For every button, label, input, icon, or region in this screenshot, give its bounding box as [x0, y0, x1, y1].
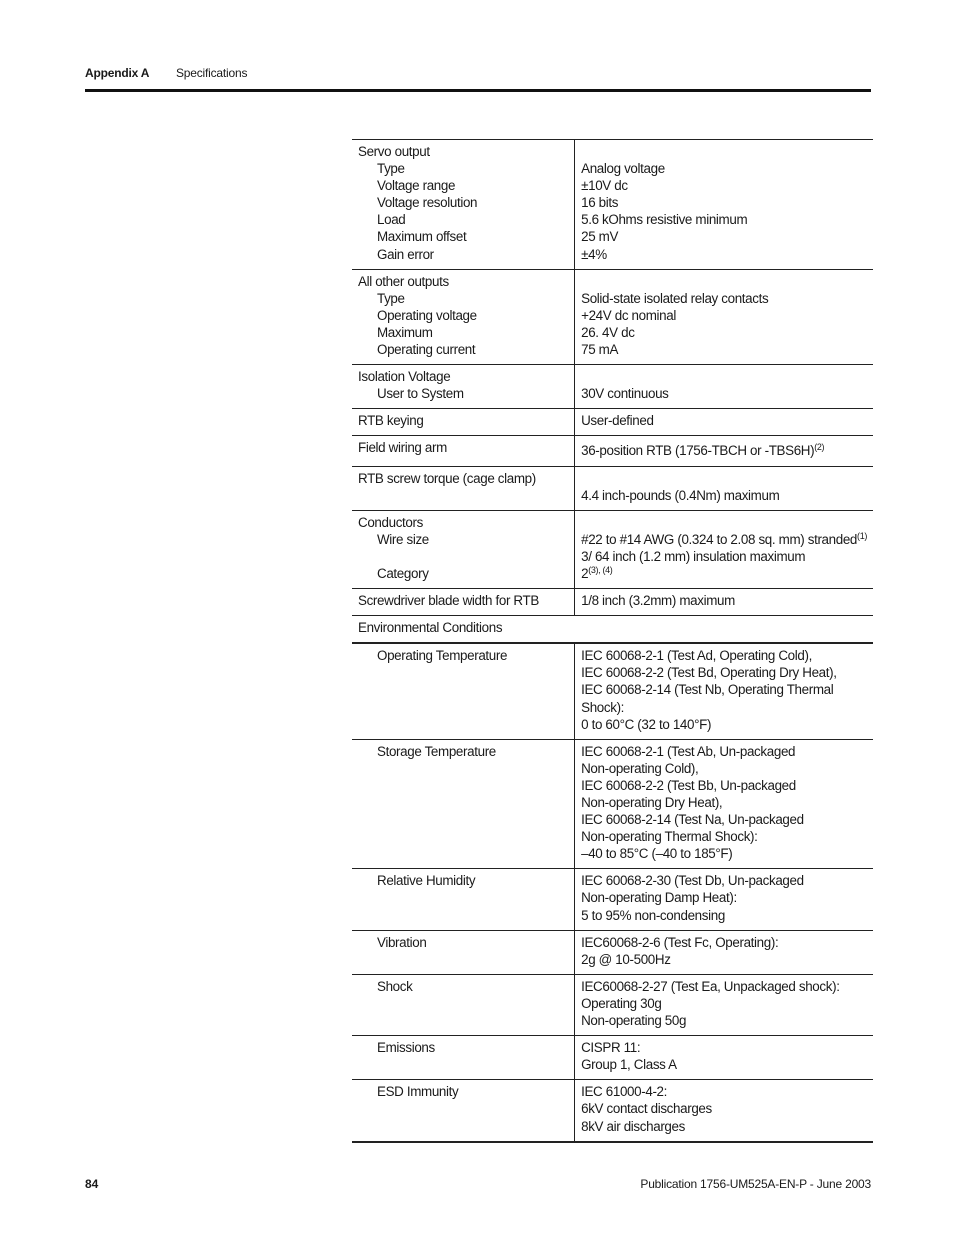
spec-value: 26. 4V dc [581, 324, 635, 340]
spec-value: ±4% [581, 246, 607, 262]
footnote-ref: (2) [814, 442, 825, 453]
spec-value: IEC 60068-2-1 (Test Ab, Un-packaged [581, 743, 796, 759]
spec-value-cell [575, 140, 873, 270]
footnote-ref: (3), (4) [588, 564, 613, 575]
spec-value-cell [575, 974, 873, 1035]
spec-value: 4.4 inch-pounds (0.4Nm) maximum [581, 487, 780, 503]
section-label: Specifications [176, 66, 248, 80]
spec-value: IEC 60068-2-30 (Test Db, Un-packaged [581, 873, 804, 889]
publication-info: Publication 1756-UM525A-EN-P - June 2003 [640, 1177, 871, 1191]
spec-label-cell [352, 930, 575, 974]
spec-sub-label: Relative Humidity [377, 873, 476, 889]
spec-label-cell [352, 269, 575, 364]
spec-label-cell [352, 510, 575, 588]
spec-sub-label: Emissions [377, 1040, 435, 1056]
spec-value: User-defined [581, 413, 654, 429]
spec-value [581, 531, 867, 548]
table-row [352, 869, 873, 930]
spec-value: 8kV air discharges [581, 1118, 685, 1134]
table-row [352, 643, 873, 739]
spec-value-cell [575, 510, 873, 588]
spec-value: Shock): [581, 699, 625, 715]
spec-group-title: Environmental Conditions [358, 620, 503, 636]
spec-value: Non-operating 50g [581, 1013, 687, 1029]
spec-value: 6kV contact discharges [581, 1101, 712, 1117]
spec-sub-label: Maximum offset [377, 229, 467, 245]
footnote-ref: (1) [857, 530, 867, 541]
spec-label-cell [352, 466, 575, 510]
spec-value: 2g @ 10-500Hz [581, 951, 671, 967]
page-number: 84 [85, 1177, 99, 1191]
spec-value: Non-operating Cold), [581, 760, 699, 776]
spec-sub-label: Vibration [377, 934, 427, 950]
spec-value-text: #22 to #14 AWG (0.324 to 2.08 sq. mm) stranded [581, 531, 858, 547]
spec-label-cell [352, 365, 575, 409]
table-row [352, 1036, 873, 1080]
spec-value-cell [575, 643, 873, 739]
spec-value-cell [575, 409, 873, 436]
spec-label: RTB screw torque (cage clamp) [358, 470, 536, 486]
spacer-line [581, 514, 867, 531]
spec-label-cell [352, 739, 575, 869]
spec-label: Screwdriver blade width for RTB [358, 593, 539, 609]
table-row [352, 140, 873, 270]
spec-label: Field wiring arm [358, 440, 447, 456]
spacer-line [581, 470, 867, 487]
table-row [352, 365, 873, 409]
spec-sub-label: Category [377, 565, 429, 581]
spec-label-cell [352, 643, 575, 739]
spec-value-text: 36-position RTB (1756-TBCH or -TBS6H) [581, 443, 815, 459]
spec-sub-label: Maximum [377, 324, 433, 340]
spec-value: Non-operating Thermal Shock): [581, 829, 758, 845]
spec-value: CISPR 11: [581, 1040, 641, 1056]
spec-value-cell [575, 269, 873, 364]
spec-value-cell [575, 1036, 873, 1080]
spec-sub-label: ESD Immunity [377, 1084, 459, 1100]
spec-value: Non-operating Dry Heat), [581, 795, 723, 810]
spec-label-cell [352, 140, 575, 270]
spec-value-cell [575, 1080, 873, 1142]
spec-value: Analog voltage [581, 161, 665, 177]
spec-value-cell [575, 739, 873, 869]
spec-value: Operating 30g [581, 995, 662, 1011]
table-row [352, 930, 873, 974]
page-header [85, 66, 871, 92]
table-row [352, 436, 873, 466]
spec-sub-label: Shock [377, 978, 413, 994]
spec-value-cell [575, 930, 873, 974]
spec-label-cell [352, 1036, 575, 1080]
spec-value: IEC60068-2-6 (Test Fc, Operating): [581, 934, 779, 950]
environmental-rows [352, 643, 873, 1141]
spec-value: 75 mA [581, 342, 619, 358]
section-header-cell [352, 616, 873, 644]
spec-group-title: All other outputs [358, 273, 449, 289]
spec-group-title: Isolation Voltage [358, 369, 451, 385]
spec-sub-label: Voltage range [377, 178, 456, 194]
table-row [352, 269, 873, 364]
spec-sub-label: Load [377, 212, 406, 228]
spec-value: 16 bits [581, 195, 619, 211]
spec-value: –40 to 85°C (–40 to 185°F) [581, 846, 733, 862]
table-row [352, 510, 873, 588]
spec-group-title: Conductors [358, 514, 423, 530]
spec-value-cell [575, 869, 873, 930]
spec-group-title: Servo output [358, 144, 430, 159]
table-row [352, 409, 873, 436]
table-row [352, 1080, 873, 1142]
spec-value: Solid-state isolated relay contacts [581, 290, 769, 306]
spec-label-cell [352, 589, 575, 616]
spec-value: 30V continuous [581, 386, 669, 402]
table-row [352, 589, 873, 616]
specifications-table [352, 139, 873, 1143]
spec-sub-label: Operating current [377, 342, 476, 358]
spec-value: Non-operating Damp Heat): [581, 890, 737, 906]
spec-value: IEC 61000-4-2: [581, 1084, 668, 1100]
spec-label-cell [352, 409, 575, 436]
table-row [352, 739, 873, 869]
spec-label: RTB keying [358, 413, 424, 429]
spec-value: IEC 60068-2-2 (Test Bd, Operating Dry Heat), [581, 665, 837, 681]
spacer-line [581, 143, 867, 160]
spec-value-cell [575, 466, 873, 510]
spec-value: 0 to 60°C (32 to 140°F) [581, 716, 712, 732]
spec-value-text: 2 [581, 565, 589, 581]
spec-sub-label: Operating Temperature [377, 648, 508, 664]
spec-label-cell [352, 1080, 575, 1142]
spec-value: IEC 60068-2-14 (Test Nb, Operating Thermal [581, 682, 834, 698]
chapter-label: Appendix A [85, 66, 150, 80]
spec-value: IEC 60068-2-2 (Test Bb, Un-packaged [581, 777, 796, 793]
spec-sub-label: Operating voltage [377, 307, 477, 323]
table-row [352, 974, 873, 1035]
spacer-line [581, 273, 867, 290]
spec-sub-label: Voltage resolution [377, 195, 478, 211]
spec-value: IEC 60068-2-1 (Test Ad, Operating Cold), [581, 648, 812, 664]
spec-value [581, 442, 867, 459]
spec-sub-label: User to System [377, 386, 464, 402]
spec-value: Group 1, Class A [581, 1057, 677, 1073]
spec-value-cell [575, 365, 873, 409]
spec-value: 5 to 95% non-condensing [581, 907, 725, 923]
spec-label-cell [352, 974, 575, 1035]
spec-value: ±10V dc [581, 178, 628, 194]
spec-value-cell [575, 589, 873, 616]
table-row [352, 616, 873, 644]
table-row [352, 466, 873, 510]
spec-value: 5.6 kOhms resistive minimum [581, 212, 748, 228]
spec-value: IEC 60068-2-14 (Test Na, Un-packaged [581, 812, 804, 828]
spec-value: IEC60068-2-27 (Test Ea, Unpackaged shock): [581, 978, 840, 994]
spec-sub-label: Type [377, 161, 405, 177]
spec-value: 1/8 inch (3.2mm) maximum [581, 593, 735, 609]
spec-sub-label: Storage Temperature [377, 743, 496, 759]
spec-value [581, 565, 867, 582]
spec-sub-label: Wire size [377, 531, 429, 547]
spec-label-cell [352, 869, 575, 930]
spec-value: 3/ 64 inch (1.2 mm) insulation maximum [581, 548, 806, 564]
spacer-line [358, 548, 568, 565]
spec-value: +24V dc nominal [581, 307, 676, 323]
spec-value-cell [575, 436, 873, 466]
spec-sub-label: Type [377, 290, 405, 306]
spec-sub-label: Gain error [377, 246, 434, 262]
spec-label-cell [352, 436, 575, 466]
spec-value: 25 mV [581, 229, 619, 245]
spacer-line [581, 368, 867, 385]
